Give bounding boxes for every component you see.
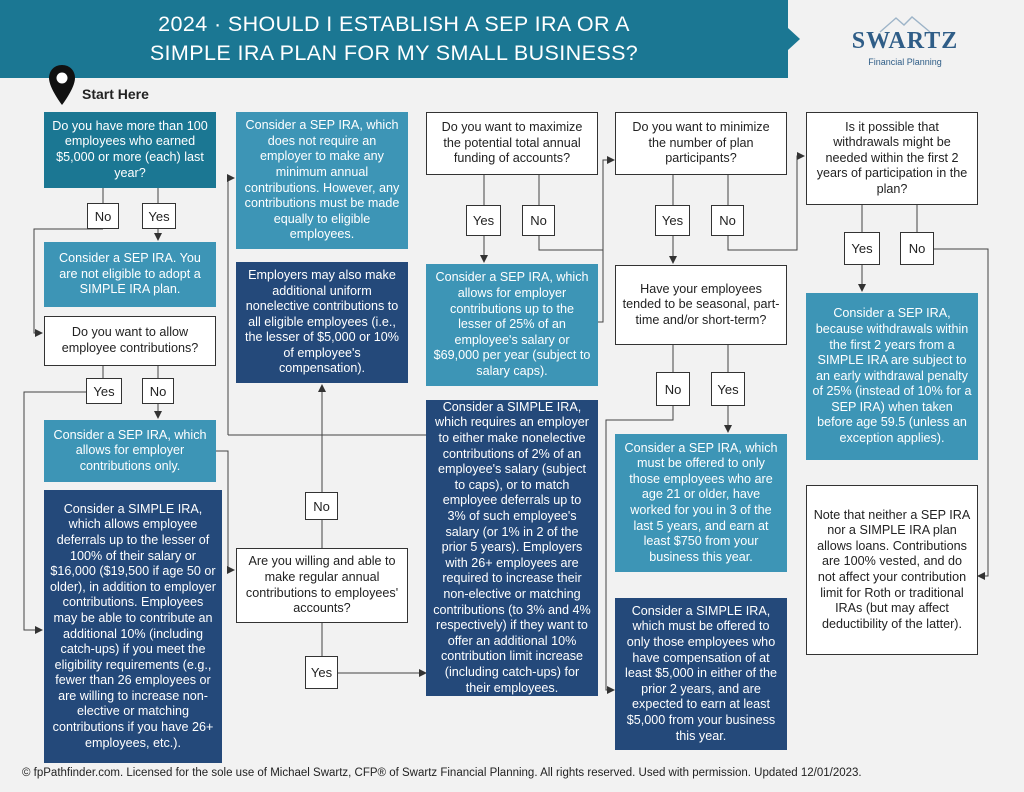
note-no-loans: Note that neither a SEP IRA nor a SIMPLE IRA plan allows loans. Contributions are 100% vested, and do not affect your contribution limit for Roth or traditional IRAs (but may affect deductibility of the latter). [806, 485, 978, 655]
result-sep-no-minimum: Consider a SEP IRA, which does not require an employer to make any minimum annual contributions. However, any contributions must be made equally to eligible employees. [236, 112, 408, 249]
q-regular-yes-option[interactable]: Yes [305, 656, 338, 689]
q-withdraw-yes-option[interactable]: Yes [844, 232, 880, 265]
question-more-than-100-employees: Do you have more than 100 employees who earned $5,000 or more (each) last year? [44, 112, 216, 188]
result-sep-not-eligible: Consider a SEP IRA. You are not eligible to adopt a SIMPLE IRA plan. [44, 242, 216, 307]
q-withdraw-no-option[interactable]: No [900, 232, 934, 265]
logo-subtitle: Financial Planning [868, 57, 942, 67]
q-minimize-no-option[interactable]: No [711, 205, 744, 236]
result-sep-maximum: Consider a SEP IRA, which allows for employer contributions up to the lesser of 25% of an employee's salary or $69,000 per year (subject to salary caps). [426, 264, 598, 386]
start-here-label: Start Here [82, 86, 149, 102]
question-seasonal-employees: Have your employees tended to be seasonal, part-time and/or short-term? [615, 265, 787, 345]
q-maximize-no-option[interactable]: No [522, 205, 555, 236]
question-maximize-funding: Do you want to maximize the potential total annual funding of accounts? [426, 112, 598, 175]
question-regular-contributions: Are you willing and able to make regular annual contributions to employees' accounts? [236, 548, 408, 623]
footer-copyright: © fpPathfinder.com. Licensed for the sole use of Michael Swartz, CFP® of Swartz Financial Planning. All rights reserved. Used with permission. Updated 12/01/2023. [22, 767, 862, 779]
q-maximize-yes-option[interactable]: Yes [466, 205, 501, 236]
q2-no-option[interactable]: No [142, 378, 174, 404]
q1-no-option[interactable]: No [87, 203, 119, 229]
result-simple-requires: Consider a SIMPLE IRA, which requires an employer to either make nonelective contributions of 2% of an employee's salary (subject to caps), or to match employee deferrals up to 3% of such employee's salary (or 1% in 2 of the prior 5 years). Employers with 26+ employees are required to increase their non-elective or matching contributions (to 3% and 4% respectively) if they want to offer an additional 10% contribution limit increase (including catch-ups) for their employees. [426, 400, 598, 696]
q1-yes-option[interactable]: Yes [142, 203, 176, 229]
result-simple-5000: Consider a SIMPLE IRA, which must be offered to only those employees who have compensation of at least $5,000 in either of the prior 2 years, and are expected to earn at least $5,000 from your business this year. [615, 598, 787, 750]
result-sep-penalty: Consider a SEP IRA, because withdrawals within the first 2 years from a SIMPLE IRA are subject to an early withdrawal penalty of 25% (instead of 10% for a SEP IRA) when taken before age 59.5 (unless an exception applies). [806, 293, 978, 460]
question-withdrawals: Is it possible that withdrawals might be needed within the first 2 years of participation in the plan? [806, 112, 978, 205]
q2-yes-option[interactable]: Yes [86, 378, 122, 404]
result-sep-employer-only: Consider a SEP IRA, which allows for employer contributions only. [44, 420, 216, 482]
logo-name: SWARTZ [851, 28, 959, 54]
q-minimize-yes-option[interactable]: Yes [655, 205, 690, 236]
question-minimize-participants: Do you want to minimize the number of plan participants? [615, 112, 787, 175]
result-uniform-nonelective: Employers may also make additional uniform nonelective contributions to all eligible employees (i.e., the lesser of $5,000 or 10% of employee's compensation). [236, 262, 408, 383]
result-simple-deferrals: Consider a SIMPLE IRA, which allows employee deferrals up to the lesser of 100% of their salary or $16,000 ($19,500 if age 50 or older), in addition to employer contributions. Employees may be able to contribute an additional 10% (including catch-ups) if you meet the eligibility requirements (e.g., fewer than 26 employees or are willing to increase non-elective or matching contributions if you have 26+ employees, etc.). [44, 490, 222, 763]
question-employee-contributions: Do you want to allow employee contributions? [44, 316, 216, 366]
result-sep-age21: Consider a SEP IRA, which must be offered to only those employees who are age 21 or older, have worked for you in 3 of the last 5 years, and earn at least $750 from your business this year. [615, 434, 787, 572]
q-seasonal-no-option[interactable]: No [656, 372, 690, 406]
q-regular-no-option[interactable]: No [305, 492, 338, 520]
q-seasonal-yes-option[interactable]: Yes [711, 372, 745, 406]
title-line-2: SIMPLE IRA PLAN FOR MY SMALL BUSINESS? [149, 41, 639, 65]
title-line-1: 2024 · SHOULD I ESTABLISH A SEP IRA OR A [158, 12, 630, 36]
